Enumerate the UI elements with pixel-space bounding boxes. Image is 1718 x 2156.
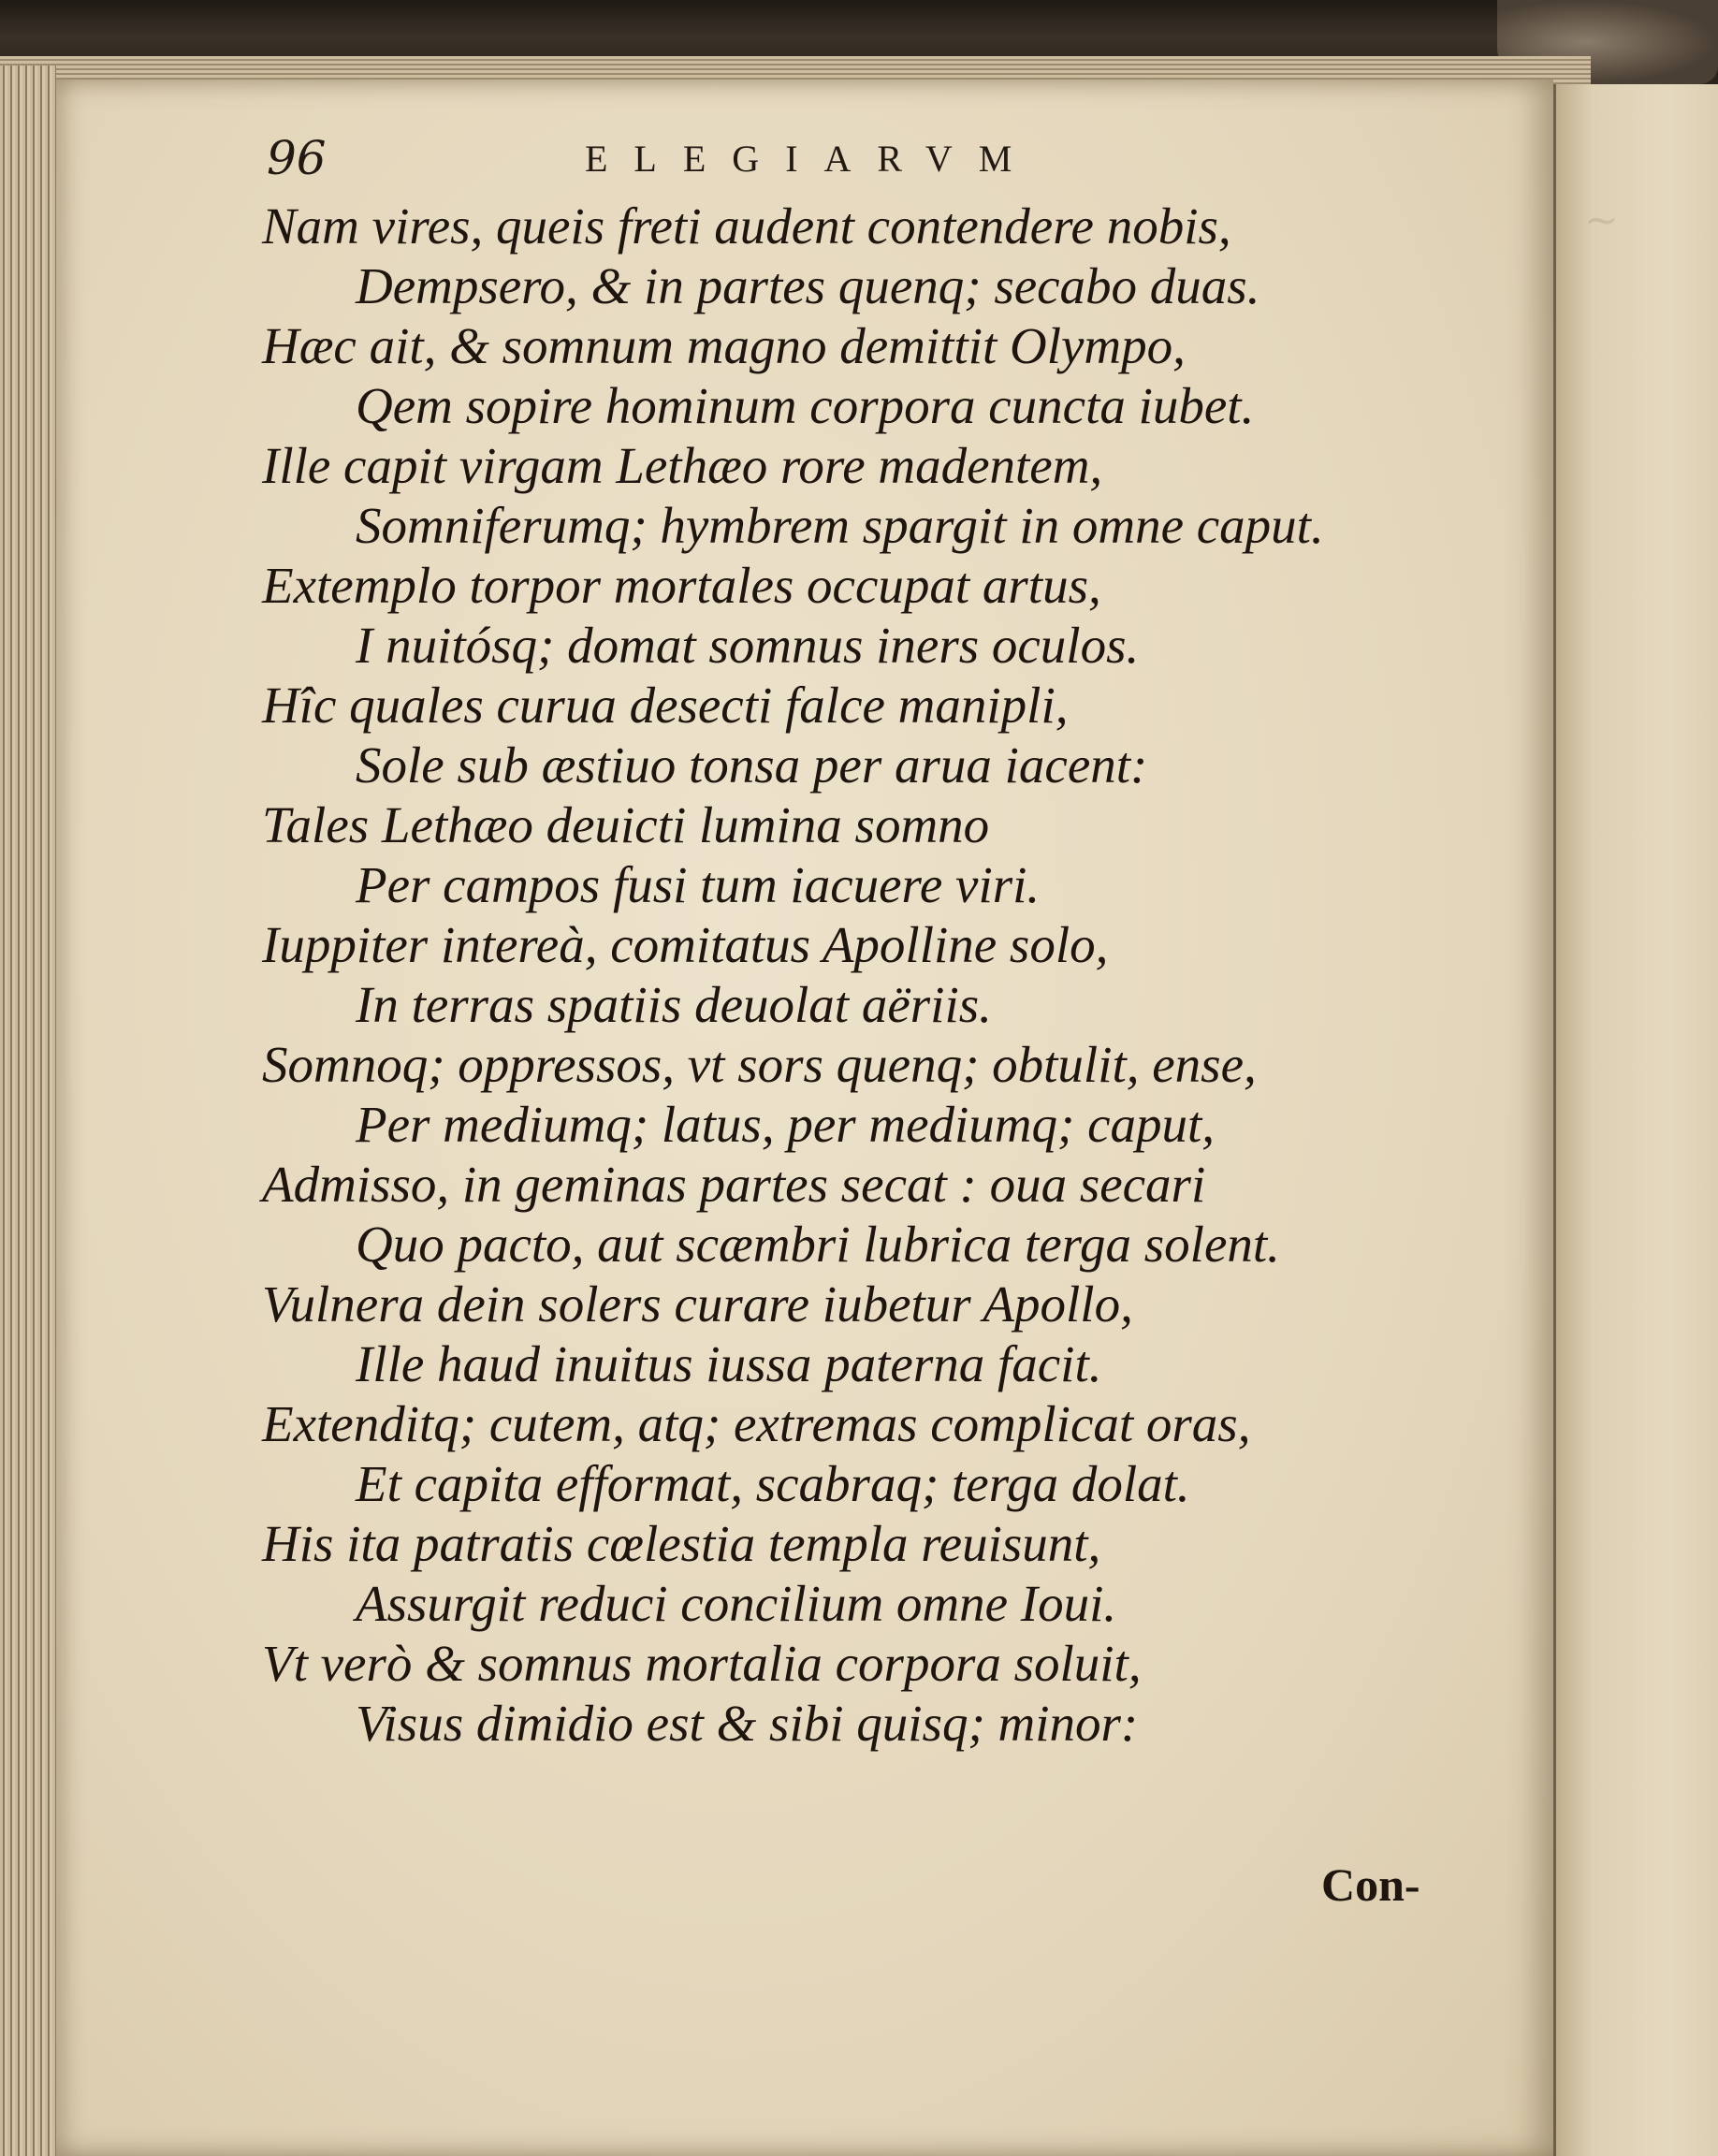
verse-line: Extenditq; cutem, atq; extremas complicat oras,: [262, 1395, 1251, 1452]
verse-line: His ita patratis cœlestia templa reuisunt,: [262, 1515, 1101, 1572]
verse-line: Ille haud inuitus iussa paterna facit.: [356, 1335, 1102, 1392]
verse-line: Iuppiter intereà, comitatus Apolline solo,: [262, 916, 1109, 973]
verse-line: Quo pacto, aut scæmbri lubrica terga solent.: [356, 1216, 1280, 1273]
verse-line: I nuitósq; domat somnus iners oculos.: [356, 617, 1140, 674]
page-number: 96: [267, 131, 327, 185]
verse-line: Visus dimidio est & sibi quisq; minor:: [356, 1695, 1139, 1752]
verse-line: In terras spatiis deuolat aëriis.: [356, 976, 992, 1033]
verse-line: Sole sub æstiuo tonsa per arua iacent:: [356, 736, 1148, 794]
verse-line: Somniferumq; hymbrem spargit in omne caput.: [356, 497, 1324, 554]
verse-line: Qem sopire hominum corpora cuncta iubet.: [356, 377, 1255, 434]
running-head: ELEGIARVM: [585, 138, 1039, 180]
verse-line: Hæc ait, & somnum magno demittit Olympo,: [262, 317, 1186, 374]
verse-line: Somnoq; oppressos, vt sors quenq; obtulit, ense,: [262, 1036, 1257, 1093]
show-through-mark: ~: [1584, 197, 1619, 244]
verse-line: Nam vires, queis freti audent contendere nobis,: [262, 197, 1231, 255]
verse-line: Ille capit virgam Lethæo rore madentem,: [262, 437, 1103, 494]
adjacent-page: [1553, 84, 1718, 2156]
page-stack-left-edge: [0, 66, 56, 2156]
catchword: Con-: [1321, 1858, 1420, 1911]
verse-line: Per mediumq; latus, per mediumq; caput,: [356, 1096, 1216, 1153]
verse-line: Vt verò & somnus mortalia corpora soluit,: [262, 1635, 1142, 1692]
verse-line: Assurgit reduci concilium omne Ioui.: [356, 1575, 1117, 1632]
verse-line: Admisso, in geminas partes secat : oua secari: [262, 1156, 1206, 1213]
verse-line: Extemplo torpor mortales occupat artus,: [262, 557, 1101, 614]
page-header: [267, 131, 1202, 187]
verse-line: Tales Lethæo deuicti lumina somno: [262, 796, 990, 853]
verse-line: Vulnera dein solers curare iubetur Apollo,: [262, 1275, 1133, 1333]
poem-text: [262, 197, 1478, 1754]
verse-line: Hîc quales curua desecti falce manipli,: [262, 677, 1069, 734]
verse-line: Dempsero, & in partes quenq; secabo duas.: [356, 257, 1260, 314]
verse-line: Per campos fusi tum iacuere viri.: [356, 856, 1041, 913]
verse-line: Et capita efformat, scabraq; terga dolat.: [356, 1455, 1190, 1512]
